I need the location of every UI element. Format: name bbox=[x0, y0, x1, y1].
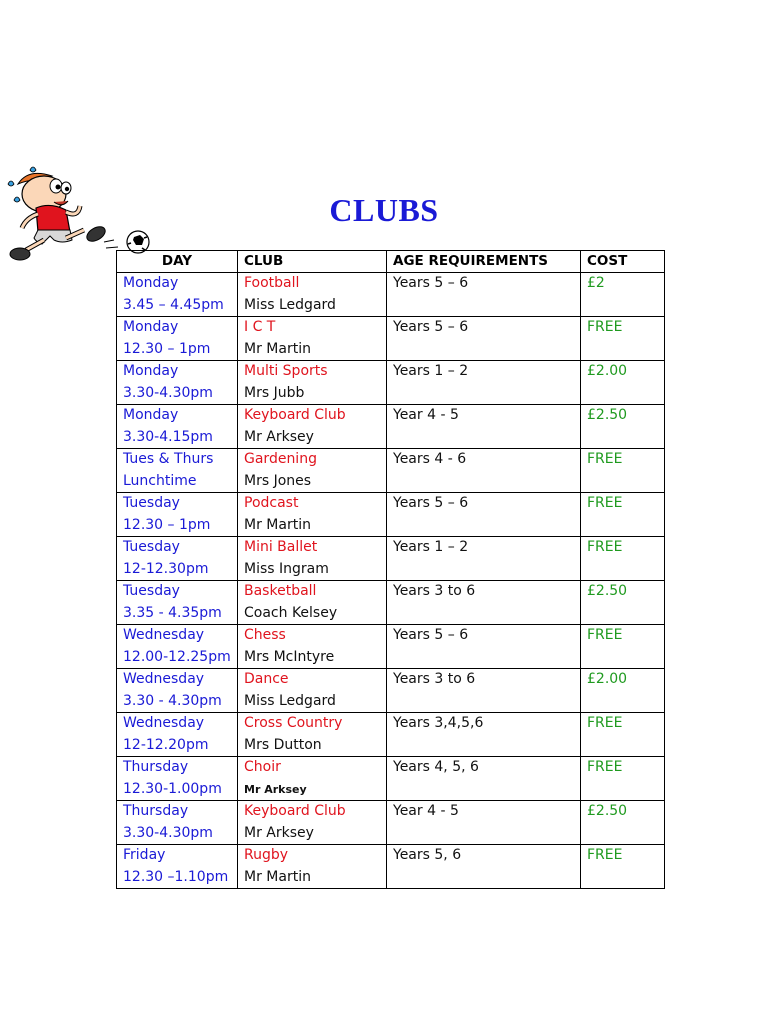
age-cell bbox=[387, 537, 581, 581]
day-time: 3.30-4.30pm bbox=[123, 384, 213, 401]
table-row bbox=[117, 317, 665, 361]
day-cell bbox=[117, 493, 238, 537]
cost-cell bbox=[581, 625, 665, 669]
club-teacher: Coach Kelsey bbox=[244, 604, 338, 621]
age-cell bbox=[387, 669, 581, 713]
cost-value: FREE bbox=[587, 451, 623, 467]
cost-cell bbox=[581, 317, 665, 361]
table-row bbox=[117, 625, 665, 669]
club-teacher: Mr Martin bbox=[244, 868, 311, 885]
club-name: Mini Ballet bbox=[244, 539, 318, 555]
age-requirement: Year 4 - 5 bbox=[393, 407, 459, 423]
table-row bbox=[117, 537, 665, 581]
cost-cell bbox=[581, 713, 665, 757]
cost-cell bbox=[581, 273, 665, 317]
age-requirement: Years 5 – 6 bbox=[393, 275, 469, 291]
clubs-table bbox=[116, 250, 665, 889]
club-name: Keyboard Club bbox=[244, 803, 346, 819]
day-time: 3.30-4.30pm bbox=[123, 824, 213, 841]
header-day: DAY bbox=[117, 251, 238, 273]
day-cell bbox=[117, 845, 238, 889]
club-cell bbox=[238, 713, 387, 757]
day-time: 3.45 – 4.45pm bbox=[123, 296, 224, 313]
age-requirement: Years 5, 6 bbox=[393, 847, 462, 863]
age-requirement: Years 5 – 6 bbox=[393, 627, 469, 643]
club-name: Rugby bbox=[244, 847, 289, 863]
cost-value: £2.00 bbox=[587, 671, 628, 687]
age-cell bbox=[387, 273, 581, 317]
club-name: Podcast bbox=[244, 495, 299, 511]
age-cell bbox=[387, 581, 581, 625]
cost-value: FREE bbox=[587, 715, 623, 731]
cost-value: £2.50 bbox=[587, 583, 628, 599]
age-cell bbox=[387, 449, 581, 493]
day-time: Lunchtime bbox=[123, 472, 197, 489]
club-name: Gardening bbox=[244, 451, 317, 467]
club-cell bbox=[238, 537, 387, 581]
day-cell bbox=[117, 713, 238, 757]
day-name: Wednesday bbox=[123, 671, 205, 687]
day-name: Monday bbox=[123, 363, 179, 379]
day-name: Tuesday bbox=[123, 495, 180, 511]
club-teacher: Mrs Dutton bbox=[244, 736, 322, 753]
table-row bbox=[117, 449, 665, 493]
club-cell bbox=[238, 625, 387, 669]
day-cell bbox=[117, 537, 238, 581]
age-requirement: Years 3 to 6 bbox=[393, 583, 476, 599]
cost-cell bbox=[581, 669, 665, 713]
day-name: Friday bbox=[123, 847, 166, 863]
club-name: Football bbox=[244, 275, 300, 291]
cost-cell bbox=[581, 361, 665, 405]
table-row bbox=[117, 757, 665, 801]
club-teacher: Miss Ledgard bbox=[244, 296, 336, 313]
day-cell bbox=[117, 757, 238, 801]
table-row bbox=[117, 273, 665, 317]
header-age: AGE REQUIREMENTS bbox=[387, 251, 581, 273]
cost-value: £2.50 bbox=[587, 803, 628, 819]
age-requirement: Years 1 – 2 bbox=[393, 363, 469, 379]
club-teacher: Miss Ingram bbox=[244, 560, 329, 577]
age-requirement: Years 3 to 6 bbox=[393, 671, 476, 687]
cost-value: FREE bbox=[587, 495, 623, 511]
club-name: I C T bbox=[244, 319, 276, 335]
club-cell bbox=[238, 317, 387, 361]
club-cell bbox=[238, 581, 387, 625]
day-name: Monday bbox=[123, 275, 179, 291]
day-cell bbox=[117, 581, 238, 625]
day-name: Tuesday bbox=[123, 539, 180, 555]
club-name: Cross Country bbox=[244, 715, 343, 731]
cost-value: FREE bbox=[587, 847, 623, 863]
day-name: Tuesday bbox=[123, 583, 180, 599]
club-cell bbox=[238, 493, 387, 537]
club-cell bbox=[238, 669, 387, 713]
club-teacher: Mr Arksey bbox=[244, 782, 307, 796]
club-teacher: Miss Ledgard bbox=[244, 692, 336, 709]
day-name: Tues & Thurs bbox=[123, 451, 214, 467]
age-requirement: Years 5 – 6 bbox=[393, 495, 469, 511]
club-cell bbox=[238, 361, 387, 405]
age-cell bbox=[387, 361, 581, 405]
day-time: 12-12.30pm bbox=[123, 560, 209, 577]
day-cell bbox=[117, 273, 238, 317]
day-time: 12.30 – 1pm bbox=[123, 340, 211, 357]
day-cell bbox=[117, 449, 238, 493]
cost-cell bbox=[581, 405, 665, 449]
day-time: 3.30 - 4.30pm bbox=[123, 692, 222, 709]
table-header-row bbox=[117, 251, 665, 273]
age-cell bbox=[387, 625, 581, 669]
age-cell bbox=[387, 845, 581, 889]
cost-value: FREE bbox=[587, 627, 623, 643]
club-teacher: Mrs Jones bbox=[244, 472, 312, 489]
club-name: Keyboard Club bbox=[244, 407, 346, 423]
day-time: 3.35 - 4.35pm bbox=[123, 604, 222, 621]
day-name: Monday bbox=[123, 407, 179, 423]
club-cell bbox=[238, 801, 387, 845]
club-teacher: Mrs McIntyre bbox=[244, 648, 335, 665]
day-time: 12-12.20pm bbox=[123, 736, 209, 753]
cost-cell bbox=[581, 537, 665, 581]
table-row bbox=[117, 405, 665, 449]
day-name: Wednesday bbox=[123, 627, 205, 643]
table-row bbox=[117, 713, 665, 757]
age-cell bbox=[387, 801, 581, 845]
day-cell bbox=[117, 669, 238, 713]
day-time: 12.30 – 1pm bbox=[123, 516, 211, 533]
club-teacher: Mr Arksey bbox=[244, 428, 314, 445]
day-time: 12.00-12.25pm bbox=[123, 648, 231, 665]
day-name: Monday bbox=[123, 319, 179, 335]
cost-value: FREE bbox=[587, 319, 623, 335]
club-name: Dance bbox=[244, 671, 289, 687]
day-cell bbox=[117, 405, 238, 449]
cost-value: FREE bbox=[587, 539, 623, 555]
age-requirement: Years 1 – 2 bbox=[393, 539, 469, 555]
age-cell bbox=[387, 405, 581, 449]
age-requirement: Year 4 - 5 bbox=[393, 803, 459, 819]
age-cell bbox=[387, 757, 581, 801]
age-requirement: Years 4, 5, 6 bbox=[393, 759, 479, 775]
day-name: Thursday bbox=[123, 759, 189, 775]
club-cell bbox=[238, 449, 387, 493]
club-cell bbox=[238, 273, 387, 317]
club-teacher: Mr Arksey bbox=[244, 824, 314, 841]
day-cell bbox=[117, 317, 238, 361]
day-cell bbox=[117, 625, 238, 669]
club-cell bbox=[238, 757, 387, 801]
cost-cell bbox=[581, 449, 665, 493]
day-name: Thursday bbox=[123, 803, 189, 819]
cost-value: FREE bbox=[587, 759, 623, 775]
table-row bbox=[117, 361, 665, 405]
cost-value: £2.50 bbox=[587, 407, 628, 423]
club-name: Multi Sports bbox=[244, 363, 328, 379]
header-club: CLUB bbox=[238, 251, 387, 273]
day-cell bbox=[117, 361, 238, 405]
age-requirement: Years 3,4,5,6 bbox=[393, 715, 484, 731]
cost-value: £2.00 bbox=[587, 363, 628, 379]
table-row bbox=[117, 493, 665, 537]
page-title: CLUBS bbox=[329, 192, 439, 228]
age-requirement: Years 4 - 6 bbox=[393, 451, 467, 467]
table-row bbox=[117, 581, 665, 625]
cost-cell bbox=[581, 581, 665, 625]
day-cell bbox=[117, 801, 238, 845]
header-cost: COST bbox=[581, 251, 665, 273]
age-cell bbox=[387, 713, 581, 757]
day-time: 3.30-4.15pm bbox=[123, 428, 213, 445]
club-cell bbox=[238, 845, 387, 889]
cost-value: £2 bbox=[587, 275, 605, 291]
cost-cell bbox=[581, 757, 665, 801]
table-row bbox=[117, 801, 665, 845]
club-name: Choir bbox=[244, 759, 281, 775]
cost-cell bbox=[581, 493, 665, 537]
age-cell bbox=[387, 317, 581, 361]
table-row bbox=[117, 845, 665, 889]
day-time: 12.30-1.00pm bbox=[123, 780, 222, 797]
cost-cell bbox=[581, 845, 665, 889]
club-cell bbox=[238, 405, 387, 449]
club-teacher: Mr Martin bbox=[244, 516, 311, 533]
club-name: Basketball bbox=[244, 583, 317, 599]
day-name: Wednesday bbox=[123, 715, 205, 731]
club-name: Chess bbox=[244, 627, 286, 643]
age-requirement: Years 5 – 6 bbox=[393, 319, 469, 335]
club-teacher: Mrs Jubb bbox=[244, 384, 305, 401]
day-time: 12.30 –1.10pm bbox=[123, 868, 229, 885]
table-row bbox=[117, 669, 665, 713]
age-cell bbox=[387, 493, 581, 537]
club-teacher: Mr Martin bbox=[244, 340, 311, 357]
cost-cell bbox=[581, 801, 665, 845]
